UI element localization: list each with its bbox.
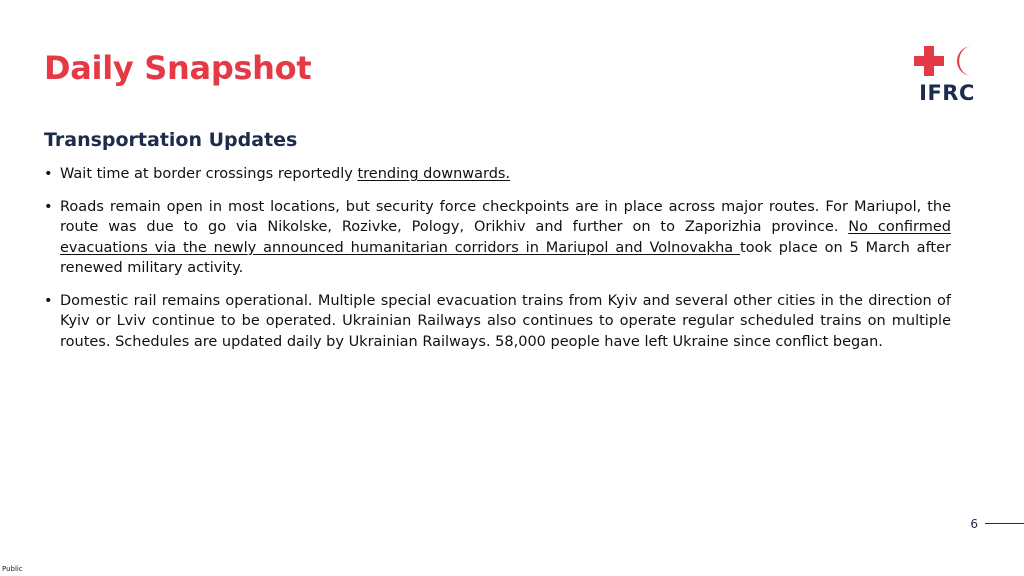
- bullet-text: Roads remain open in most locations, but security force checkpoints are in place across major routes. For Mariupol, the route was due to go via Nikolske, Rozivke, Pology, Orikhiv and further on to Zaporizhia province.: [60, 198, 951, 235]
- page-number: 6: [970, 517, 978, 531]
- bullet-item-roads: [44, 197, 951, 279]
- bullet-underlined-text: No confirmed evacuations via the newly announced humanitarian corridors in Mariupol and Volnovakha: [60, 219, 951, 256]
- bullet-icon: •: [44, 198, 53, 215]
- classification-label: Public: [2, 565, 23, 573]
- section-heading: Transportation Updates: [44, 129, 298, 151]
- bullet-item-rail: [44, 291, 951, 353]
- bullet-text: Wait time at border crossings reportedly: [60, 166, 358, 182]
- bullet-icon: •: [44, 292, 53, 309]
- bullet-list: [44, 164, 951, 364]
- red-cross-red-crescent-emblem-icon: [914, 44, 980, 78]
- bullet-text-continued: took place on 5 March after renewed military activity.: [60, 239, 951, 276]
- ifrc-logo: [912, 44, 982, 108]
- logo-text: IFRC: [919, 81, 975, 105]
- bullet-item-border-wait: [44, 164, 951, 185]
- page-title: Daily Snapshot: [44, 49, 312, 87]
- bullet-icon: •: [44, 166, 53, 182]
- page-number-divider: [985, 523, 1024, 524]
- bullet-text: Domestic rail remains operational. Multiple special evacuation trains from Kyiv and several other cities in the direction of Kyiv or Lviv continue to be operated. Ukrainian Railways also continues to operate regular scheduled trains on multiple routes. Schedules are updated daily by Ukrainian Railways. 58,000 people have left Ukraine since conflict began.: [60, 292, 951, 350]
- bullet-underlined-text: trending downwards.: [357, 166, 511, 182]
